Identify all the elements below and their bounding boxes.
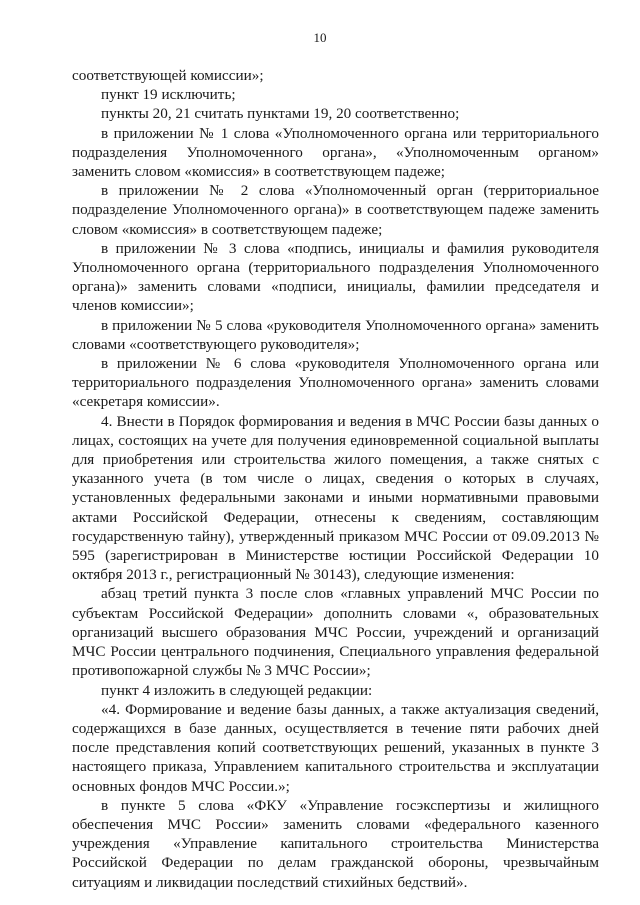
paragraph: «4. Формирование и ведение базы данных, а также актуализация сведений, содержащихся в базе данных, осуществляется в течение пяти рабочих дней после представления копий соответствующих решений, указанных в пункте 3 настоящего приказа, Управлением капитального строительства и эксплуатации основных фондов МЧС России.»; — [72, 700, 599, 795]
paragraph: в приложении № 6 слова «руководителя Уполномоченного органа или территориального подразделения Уполномоченного органа» заменить словами «секретаря комиссии». — [72, 355, 599, 411]
paragraph: пункты 20, 21 считать пунктами 19, 20 соответственно; — [101, 105, 460, 123]
paragraph: в приложении № 1 слова «Уполномоченного органа или территориального подразделения Уполномоченного органа», «Уполномоченным органом» заменить словом «комиссия» в соответствующем падеже; — [72, 124, 599, 181]
page-number: 10 — [313, 30, 327, 45]
paragraph: абзац третий пункта 3 после слов «главных управлений МЧС России по субъектам Российской Федерации» дополнить словами «, образовательных организаций высшего образования МЧС России, учреждений и организаций МЧС России центрального подчинения, Специального управления федеральной противопожарной службы № 3 МЧС России»; — [72, 585, 599, 680]
paragraph: в приложении № 2 слова «Уполномоченный орган (территориальное подразделение Уполномоченного органа)» в соответствующем падеже заменить словом «комиссия» в соответствующем падеже; — [72, 182, 599, 238]
document-body — [72, 66, 599, 892]
paragraph: соответствующей комиссии»; — [72, 67, 264, 84]
paragraph: в пункте 5 слова «ФКУ «Управление госэкспертизы и жилищного обеспечения МЧС России» заменить словами «федерального казенного учреждения «Управление капитального строительства Министерства Российской Федерации по делам гражданской обороны, чрезвычайным ситуациям и ликвидации последствий стихийных бедствий». — [72, 796, 599, 891]
paragraph: пункт 4 изложить в следующей редакции: — [101, 681, 373, 699]
paragraph: в приложении № 5 слова «руководителя Уполномоченного органа» заменить словами «соответствующего руководителя»; — [72, 316, 599, 353]
paragraph: пункт 19 исключить; — [101, 86, 236, 104]
paragraph: в приложении № 3 слова «подпись, инициалы и фамилия руководителя Уполномоченного органа (территориального подразделения Уполномоченного органа)» заменить словами «подписи, инициалы, фамилии председателя и членов комиссии»; — [72, 239, 599, 315]
paragraph: 4. Внести в Порядок формирования и ведения в МЧС России базы данных о лицах, состоящих на учете для получения единовременной социальной выплаты для приобретения или строительства жилого помещения, а также снятых с указанного учета (в том числе о лицах, сведения о которых в случаях, установленных федеральными законами и иными нормативными правовыми актами Российской Федерации, отнесены к сведениям, составляющим государственную тайну), утвержденный приказом МЧС России от 09.09.2013 № 595 (зарегистрирован в Министерстве юстиции Российской Федерации 10 октября 2013 г., регистрационный № 30143), следующие изменения: — [72, 412, 599, 584]
